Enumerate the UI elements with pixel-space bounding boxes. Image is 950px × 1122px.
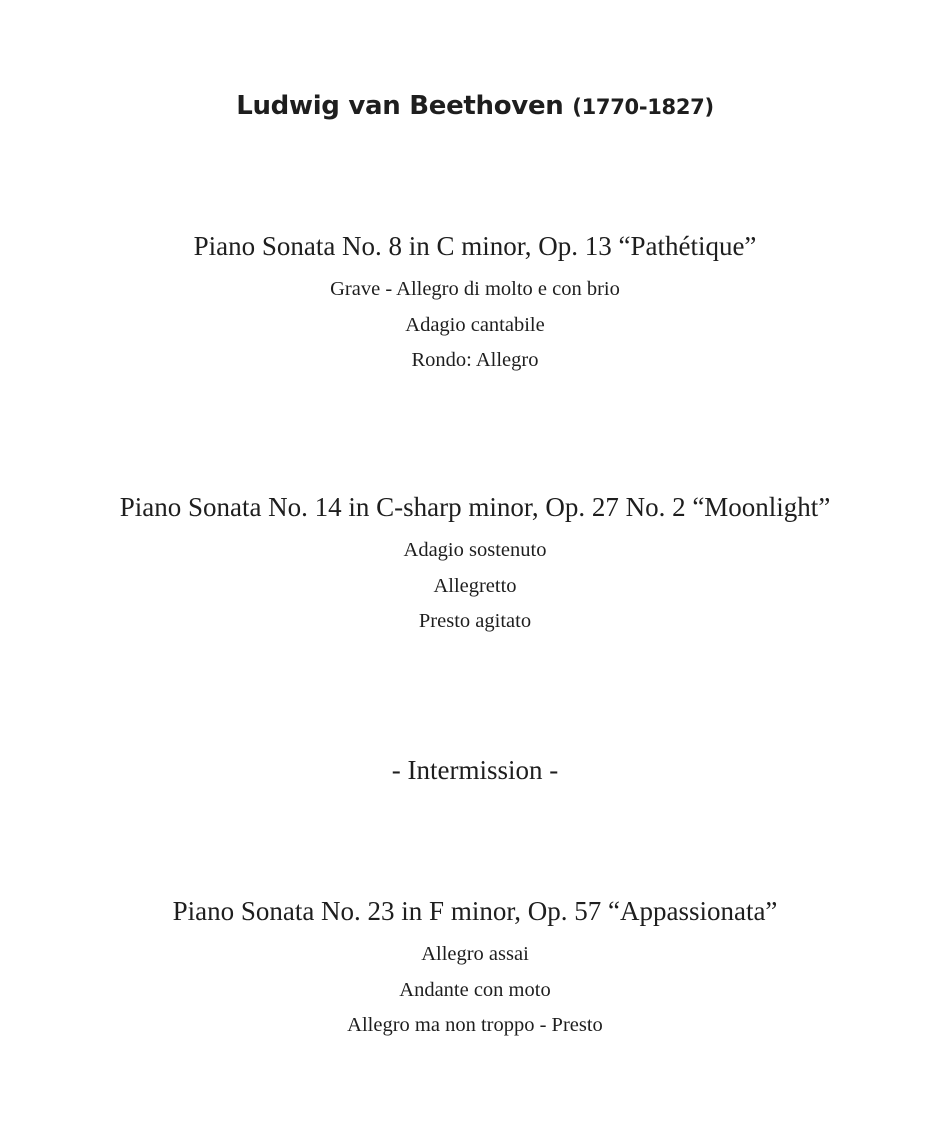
composer-name: Ludwig van Beethoven <box>236 91 564 121</box>
work-appassionata <box>0 893 950 1044</box>
work-pathetique <box>0 228 950 379</box>
composer-dates: (1770-1827) <box>572 95 714 119</box>
work-moonlight <box>0 489 950 640</box>
movement-list <box>0 533 950 640</box>
movement-item: Andante con moto <box>399 978 551 1001</box>
composer-heading <box>0 88 950 125</box>
movement-item: Adagio sostenuto <box>403 539 547 561</box>
work-title: Piano Sonata No. 14 in C-sharp minor, Op. 27 No. 2 “Moonlight” <box>119 492 831 522</box>
intermission-label: - Intermission - <box>391 755 559 785</box>
movement-item: Allegretto <box>433 574 517 597</box>
movement-item: Rondo: Allegro <box>411 349 539 371</box>
work-title: Piano Sonata No. 23 in F minor, Op. 57 “Appassionata” <box>172 896 778 926</box>
work-title: Piano Sonata No. 8 in C minor, Op. 13 “Pathétique” <box>193 231 757 261</box>
movement-item: Grave - Allegro di molto e con brio <box>330 278 620 300</box>
movement-item: Allegro assai <box>421 943 529 965</box>
movement-list <box>0 937 950 1044</box>
movement-item: Presto agitato <box>418 610 532 632</box>
movement-item: Adagio cantabile <box>405 313 545 336</box>
movement-list <box>0 272 950 379</box>
movement-item: Allegro ma non troppo - Presto <box>347 1014 603 1036</box>
